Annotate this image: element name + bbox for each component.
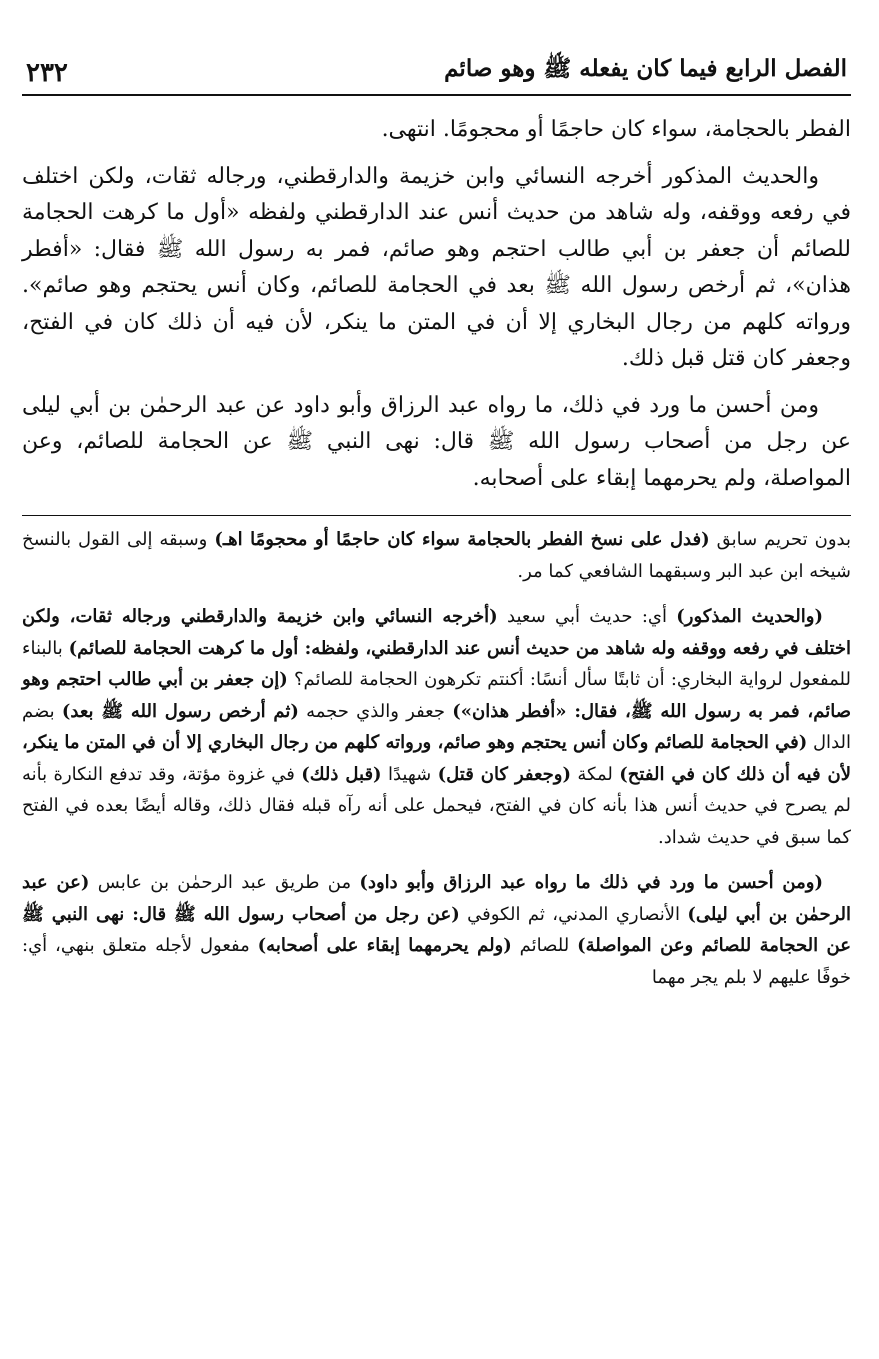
footnote-3-quote-1: (ومن أحسن ما ورد في ذلك ما رواه عبد الرزاق وأبو داود) (359, 872, 823, 893)
footnote-3-quote-2: (عن عبد الرحمٰن بن أبي ليلى) (22, 872, 851, 925)
footnote-separator (22, 515, 851, 516)
footnote-2-quote-2: (أخرجه النسائي وابن خزيمة والدارقطني ورجاله ثقات، ولكن اختلف في رفعه ووقفه وله شاهد من حديث أنس عند الدارقطني، ولفظه: أول ما كرهت الحجامة للصائم) (22, 606, 851, 659)
footnote-2-comment-5: لمكة (571, 763, 620, 785)
footnote-2-quote-3: (إن جعفر بن أبي طالب احتجم وهو صائم، فمر به رسول الله ﷺ، فقال: «أفطر هذان») (22, 669, 851, 722)
footnote-2-quote-4: (ثم أرخص رسول الله ﷺ بعد) (61, 700, 299, 722)
footnotes (22, 524, 851, 993)
page-header (22, 40, 851, 96)
footnote-1-quote: (فدل على نسخ الفطر بالحجامة سواء كان حاجمًا أو محجومًا اهـ) (214, 529, 710, 550)
footnote-3 (22, 867, 851, 993)
footnote-3-comment-1: من طريق عبد الرحمٰن بن عابس (89, 872, 360, 893)
footnote-1-segment-3: وسبقه إلى القول بالنسخ شيخه ابن عبد البر وسبقهما الشافعي كما مر. (22, 529, 851, 582)
footnote-3-comment-2: الأنصاري المدني، ثم الكوفي (459, 903, 688, 925)
main-paragraph-2: والحديث المذكور أخرجه النسائي وابن خزيمة والدارقطني، ورجاله ثقات، ولكن اختلف في رفعه ووقفه، وله شاهد من حديث أنس عند الدارقطني ولفظه «أول ما كرهت الحجامة للصائم أن جعفر بن أبي طالب احتجم وهو صائم، فمر به رسول الله ﷺ فقال: «أفطر هذان»، ثم أرخص رسول الله ﷺ بعد في الحجامة للصائم، وكان أنس يحتجم وهو صائم». ورواته كلهم من رجال البخاري إلا أن في المتن ما ينكر، لأن فيه أن ذلك كان في الفتح، وجعفر كان قتل قبل ذلك. (22, 163, 851, 371)
footnote-3-quote-3: (عن رجل من أصحاب رسول الله ﷺ قال: نهى النبي ﷺ عن الحجامة للصائم وعن المواصلة) (22, 903, 851, 956)
page-number: ٢٣٢ (26, 58, 68, 88)
footnote-2-comment-3: جعفر والذي حجمه (298, 700, 453, 722)
footnote-2-comment-6: شهيدًا (381, 763, 438, 785)
footnote-2-quote-6: (وجعفر كان قتل) (437, 763, 571, 785)
footnote-2-comment-2: بالبناء للمفعول لرواية البخاري: أن ثابتًا سأل أنسًا: أكنتم تكرهون الحجامة للصائم؟ (22, 637, 851, 690)
footnote-2-comment-4: بضم الدال (22, 700, 851, 753)
footnote-3-quote-4: (ولم يحرمهما إبقاء على أصحابه) (257, 935, 512, 956)
footnote-2-comment-1: أي: حديث أبي سعيد (497, 606, 677, 627)
footnote-2-quote-5: (في الحجامة للصائم وكان أنس يحتجم وهو صائم، ورواته كلهم من رجال البخاري إلا أن في المتن ما ينكر، لأن فيه أن ذلك كان في الفتح) (22, 732, 852, 785)
footnote-2-quote-7: (قبل ذلك) (301, 763, 382, 785)
footnote-2-comment-7: في غزوة مؤتة، وقد تدفع النكارة بأنه لم يصرح في حديث أنس هذا بأنه كان في الفتح، فيحمل على أنه رآه قبله فقال ذلك، وقاله أيضًا بعده في الفتح كما سبق في حديث شداد. (22, 763, 851, 848)
footnote-1-segment-1: بدون تحريم سابق (709, 529, 851, 550)
page (22, 40, 851, 1007)
main-paragraph-1: الفطر بالحجامة، سواء كان حاجمًا أو محجومًا. انتهى. (381, 117, 851, 142)
main-text (22, 112, 851, 497)
footnote-3-comment-3: للصائم (511, 935, 578, 956)
chapter-title: الفصل الرابع فيما كان يفعله ﷺ وهو صائم (444, 55, 847, 82)
footnote-3-comment-4: مفعول لأجله متعلق بنهي، أي: خوفًا عليهم لا بلم يجر مهما (22, 935, 851, 988)
footnote-2 (22, 601, 851, 853)
footnote-1 (22, 524, 851, 587)
footnote-2-quote-1: (والحديث المذكور) (676, 606, 823, 627)
main-paragraph-3: ومن أحسن ما ورد في ذلك، ما رواه عبد الرزاق وأبو داود عن عبد الرحمٰن بن أبي ليلى عن رجل من أصحاب رسول الله ﷺ قال: نهى النبي ﷺ عن الحجامة للصائم، وعن المواصلة، ولم يحرمهما إبقاء على أصحابه. (22, 392, 851, 491)
